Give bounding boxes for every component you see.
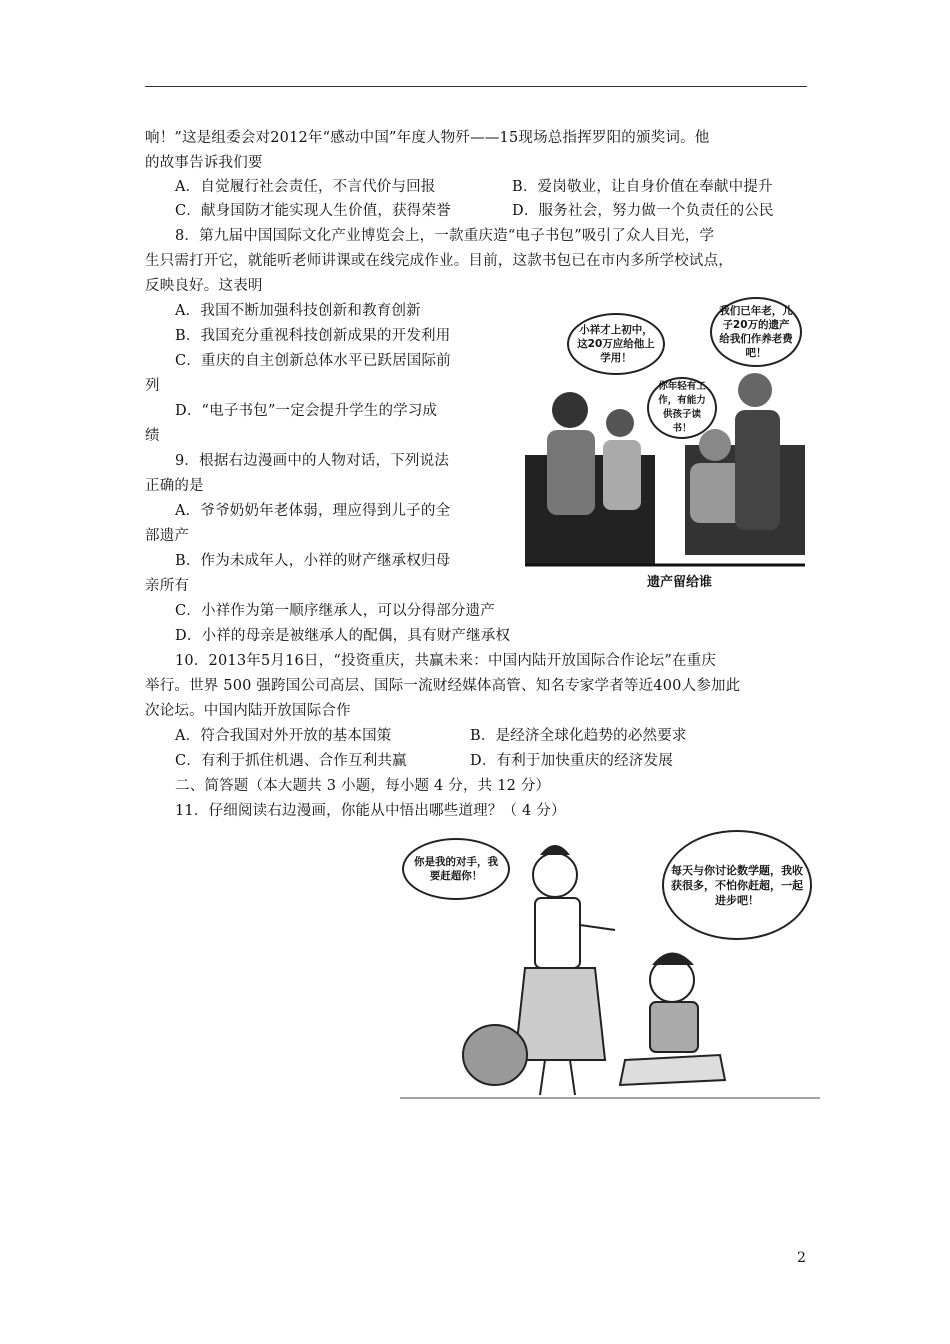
q10-option-c: C．有利于抓住机遇、合作互利共赢: [175, 753, 407, 769]
q7-option-c: C．献身国防才能实现人生价值，获得荣誉: [175, 203, 451, 219]
section-heading: 二、简答题（本大题共 3 小题，每小题 4 分，共 12 分）: [175, 778, 551, 794]
q7-option-b: B．爱岗敬业，让自身价值在奉献中提升: [512, 179, 773, 195]
comic-caption: 遗产留给谁: [647, 575, 713, 590]
q9-stem: 9．根据右边漫画中的人物对话，下列说法: [175, 453, 450, 469]
speech-bubble: 你是我的对手，我要赶超你！: [402, 838, 510, 900]
character-label: 小祥: [665, 469, 678, 491]
q10-option-d: D．有利于加快重庆的经济发展: [470, 753, 673, 769]
q10-stem: 10．2013年5月16日，“投资重庆，共赢未来：中国内陆开放国际合作论坛”在重庆: [175, 653, 717, 669]
header-rule: [145, 86, 807, 87]
speech-bubble: 我们已年老，儿子20万的遗产给我们作养老费吧！: [710, 297, 802, 367]
text-line: 部遗产: [145, 528, 190, 544]
q8-option-b: B．我国充分重视科技创新成果的开发利用: [175, 328, 451, 344]
q8-option-a: A．我国不断加强科技创新和教育创新: [175, 303, 421, 319]
q10-option-b: B．是经济全球化趋势的必然要求: [470, 728, 687, 744]
inheritance-comic: [525, 295, 805, 595]
speech-bubble: 你年轻有工作，有能力供孩子读书！: [647, 377, 717, 439]
text-line: 生只需打开它，就能听老师讲课或在线完成作业。目前，这款书包已在市内多所学校试点，: [145, 253, 733, 269]
q8-option-d: D．“电子书包”一定会提升学生的学习成: [175, 403, 438, 419]
text-line: 亲所有: [145, 578, 190, 594]
rivalry-comic: [400, 830, 820, 1100]
text-line: 列: [145, 378, 160, 394]
text-line: 正确的是: [145, 478, 204, 494]
q9-option-d: D．小祥的母亲是被继承人的配偶，具有财产继承权: [175, 628, 511, 644]
q11-stem: 11．仔细阅读右边漫画，你能从中悟出哪些道理？（ 4 分）: [175, 803, 566, 819]
q7-option-a: A．自觉履行社会责任，不言代价与回报: [175, 179, 436, 195]
speech-bubble: 小祥才上初中，这20万应给他上学用！: [567, 313, 665, 375]
q9-option-b: B．作为未成年人，小祥的财产继承权归母: [175, 553, 451, 569]
text-line: 绩: [145, 428, 160, 444]
q8-option-c: C．重庆的自主创新总体水平已跃居国际前: [175, 353, 451, 369]
text-line: 的故事告诉我们要: [145, 155, 263, 171]
q10-option-a: A．符合我国对外开放的基本国策: [175, 728, 392, 744]
q9-option-a: A．爷爷奶奶年老体弱，理应得到儿子的全: [175, 503, 451, 519]
text-line: 次论坛。中国内陆开放国际合作: [145, 703, 351, 719]
speech-bubble: 每天与你讨论数学题，我收获很多，不怕你赶超，一起进步吧！: [662, 830, 812, 940]
text-line: 反映良好。这表明: [145, 278, 263, 294]
text-line: 响！”这是组委会对2012年“感动中国”年度人物歼——15现场总指挥罗阳的颁奖词。他: [145, 130, 710, 146]
q7-option-d: D．服务社会，努力做一个负责任的公民: [512, 203, 774, 219]
text-line: 举行。世界 500 强跨国公司高层、国际一流财经媒体高管、知名专家学者等近400人参加此: [145, 678, 741, 694]
text-line: 8．第九届中国国际文化产业博览会上，一款重庆造“电子书包”吸引了众人目光，学: [175, 228, 715, 244]
q9-option-c: C．小祥作为第一顺序继承人，可以分得部分遗产: [175, 603, 495, 619]
page-number: 2: [797, 1250, 806, 1266]
